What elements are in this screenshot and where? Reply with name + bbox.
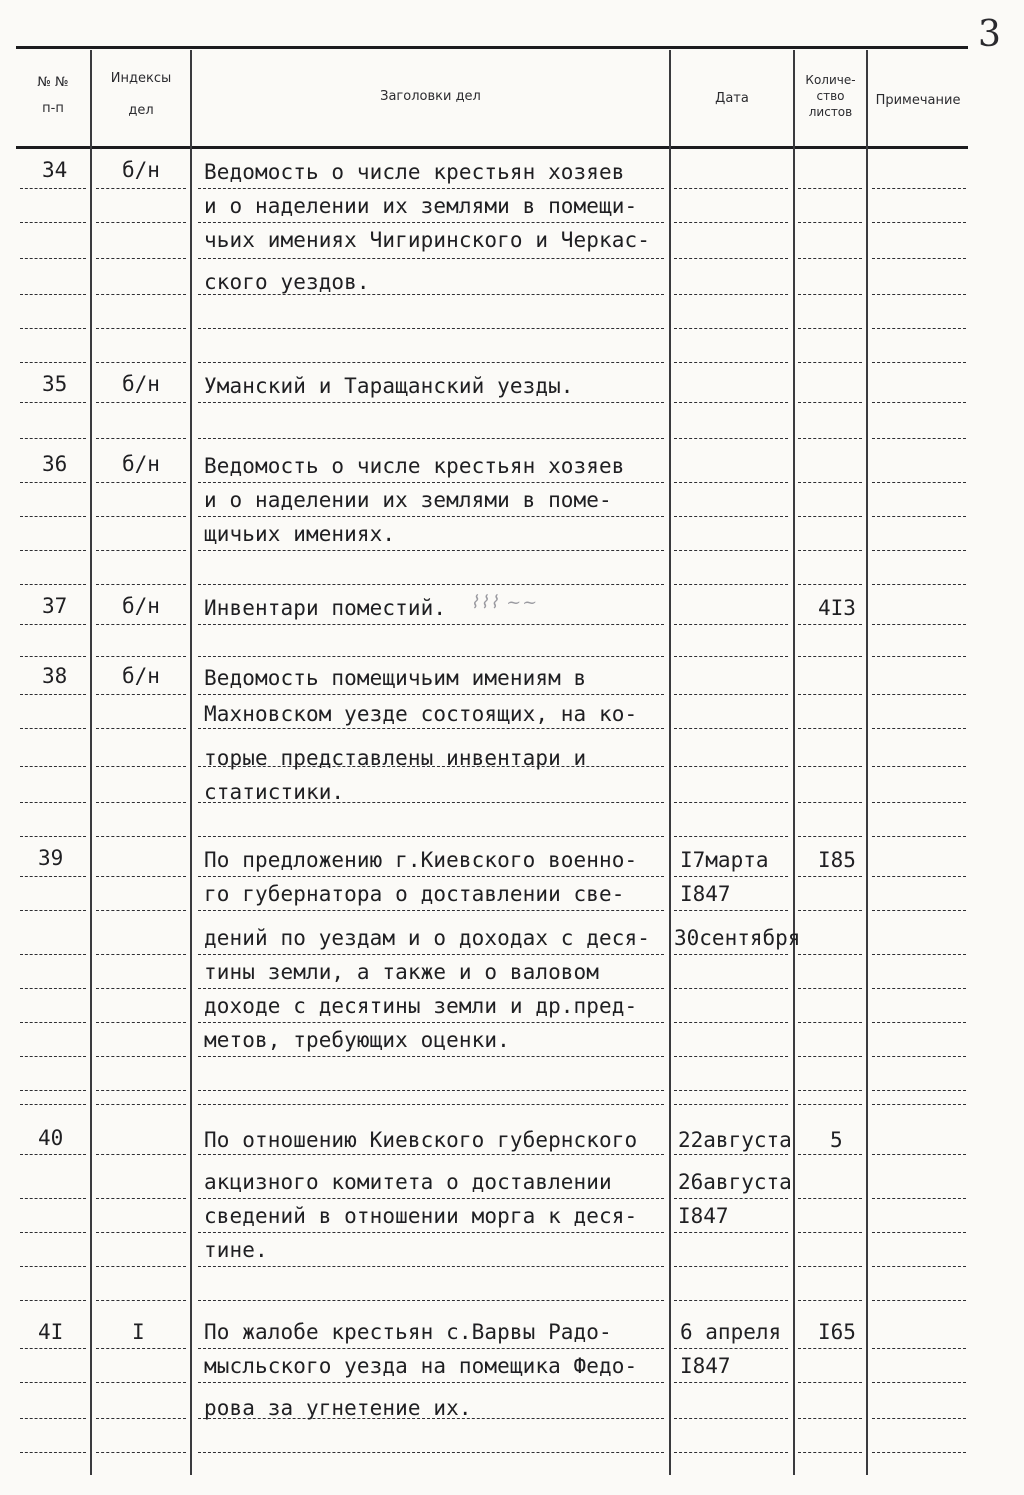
ruled-line — [798, 1104, 862, 1105]
row-title-line: Уманский и Таращанский уезды. — [204, 374, 574, 398]
ruled-line — [798, 728, 862, 729]
ruled-line — [20, 656, 86, 657]
ruled-line — [20, 584, 86, 585]
ruled-line — [872, 482, 966, 483]
ruled-line — [872, 550, 966, 551]
ruled-line — [798, 694, 862, 695]
ruled-line — [674, 624, 788, 625]
ruled-line — [96, 802, 186, 803]
ruled-line — [198, 1104, 664, 1105]
row-number: 35 — [42, 372, 68, 396]
ruled-line — [20, 516, 86, 517]
ruled-line — [20, 482, 86, 483]
ruled-line — [198, 836, 664, 837]
ruled-line — [872, 1104, 966, 1105]
ruled-line — [798, 294, 862, 295]
ruled-line — [20, 188, 86, 189]
ruled-line — [674, 1090, 788, 1091]
ruled-line — [20, 328, 86, 329]
row-title-line: щичьих имениях. — [204, 522, 396, 546]
ruled-line — [872, 1198, 966, 1199]
ruled-line — [798, 1022, 862, 1023]
ruled-line — [872, 294, 966, 295]
ruled-line — [96, 1154, 186, 1155]
ruled-line — [20, 766, 86, 767]
ruled-line — [872, 1452, 966, 1453]
ruled-line — [872, 954, 966, 955]
ruled-line — [872, 362, 966, 363]
table-header-border — [16, 146, 968, 149]
ruled-line — [872, 624, 966, 625]
header-date: Дата — [715, 91, 749, 106]
row-number: 40 — [38, 1126, 64, 1150]
row-title-line: Махновском уезде состоящих, на ко- — [204, 702, 638, 726]
ruled-line — [798, 328, 862, 329]
ruled-line — [198, 1300, 664, 1301]
ruled-line — [198, 362, 664, 363]
ruled-line — [20, 836, 86, 837]
ruled-line — [96, 656, 186, 657]
row-title-line: го губернатора о доставлении све- — [204, 882, 625, 906]
ruled-line — [872, 222, 966, 223]
ruled-line — [674, 516, 788, 517]
ruled-line — [872, 910, 966, 911]
ruled-line — [20, 728, 86, 729]
row-sheets: 4I3 — [818, 596, 856, 620]
ruled-line — [20, 258, 86, 259]
ruled-line — [20, 402, 86, 403]
ruled-line — [20, 1090, 86, 1091]
ruled-line — [674, 482, 788, 483]
ruled-line — [96, 402, 186, 403]
row-title-line: тины земли, а также и о валовом — [204, 960, 600, 984]
ruled-line — [674, 1418, 788, 1419]
ruled-line — [96, 910, 186, 911]
ruled-line — [872, 258, 966, 259]
pencil-mark: ⌇⌇⌇ ~~ — [470, 592, 539, 613]
ruled-line — [198, 258, 664, 259]
ruled-line — [872, 1154, 966, 1155]
ruled-line — [20, 1104, 86, 1105]
ruled-line — [872, 802, 966, 803]
ruled-line — [20, 1452, 86, 1453]
ruled-line — [674, 1104, 788, 1105]
ruled-line — [872, 188, 966, 189]
ruled-line — [198, 328, 664, 329]
ruled-line — [96, 550, 186, 551]
ruled-line — [674, 656, 788, 657]
column-divider — [866, 50, 868, 1475]
ruled-line — [96, 188, 186, 189]
ruled-line — [872, 728, 966, 729]
ruled-line — [20, 1022, 86, 1023]
ruled-line — [198, 1266, 664, 1267]
ruled-line — [872, 402, 966, 403]
ruled-line — [798, 222, 862, 223]
ruled-line — [872, 1418, 966, 1419]
ruled-line — [96, 954, 186, 955]
ruled-line — [798, 1056, 862, 1057]
ruled-line — [798, 1300, 862, 1301]
header-index: Индексы дел — [110, 71, 172, 118]
ruled-line — [96, 438, 186, 439]
ruled-line — [674, 328, 788, 329]
row-title-line: По отношению Киевского губернского — [204, 1128, 638, 1152]
ruled-line — [872, 1300, 966, 1301]
row-index: б/н — [122, 664, 160, 688]
ruled-line — [96, 482, 186, 483]
row-date: 26августа — [678, 1170, 792, 1194]
ruled-line — [96, 836, 186, 837]
ruled-line — [20, 910, 86, 911]
ruled-line — [872, 766, 966, 767]
row-title-line: и о наделении их землями в помещи- — [204, 194, 638, 218]
ruled-line — [96, 1452, 186, 1453]
column-divider — [190, 50, 192, 1475]
ruled-line — [198, 584, 664, 585]
row-title-line: Ведомость помещичьим имениям в — [204, 666, 587, 690]
ruled-line — [798, 1452, 862, 1453]
ruled-line — [96, 1056, 186, 1057]
row-title-line: рова за угнетение их. — [204, 1396, 472, 1420]
ruled-line — [798, 482, 862, 483]
ruled-line — [96, 1232, 186, 1233]
row-title-line: По жалобе крестьян с.Варвы Радо- — [204, 1320, 612, 1344]
ruled-line — [96, 1300, 186, 1301]
ruled-line — [674, 362, 788, 363]
ruled-line — [872, 836, 966, 837]
ruled-line — [96, 516, 186, 517]
ruled-line — [198, 1090, 664, 1091]
row-title-line: метов, требующих оценки. — [204, 1028, 510, 1052]
ruled-line — [674, 402, 788, 403]
row-title-line: дений по уездам и о доходах с деся- — [204, 926, 651, 950]
ruled-line — [872, 1056, 966, 1057]
header-number: № № п-п — [37, 75, 69, 116]
ruled-line — [798, 1382, 862, 1383]
row-date: I7марта — [680, 848, 769, 872]
row-date: I847 — [680, 1354, 731, 1378]
ruled-line — [96, 694, 186, 695]
row-title-line: сведений в отношении морга к деся- — [204, 1204, 638, 1228]
ruled-line — [872, 988, 966, 989]
ruled-line — [674, 1300, 788, 1301]
ruled-line — [674, 728, 788, 729]
ruled-line — [798, 836, 862, 837]
ruled-line — [872, 438, 966, 439]
ruled-line — [96, 988, 186, 989]
ruled-line — [20, 694, 86, 695]
row-number: 38 — [42, 664, 68, 688]
ruled-line — [674, 438, 788, 439]
ruled-line — [20, 624, 86, 625]
header-titles: Заголовки дел — [380, 89, 481, 104]
ruled-line — [798, 656, 862, 657]
ruled-line — [96, 328, 186, 329]
ruled-line — [20, 362, 86, 363]
ruled-line — [674, 766, 788, 767]
ruled-line — [872, 694, 966, 695]
ruled-line — [872, 328, 966, 329]
ruled-line — [798, 766, 862, 767]
row-index: б/н — [122, 372, 160, 396]
ruled-line — [96, 728, 186, 729]
ruled-line — [20, 1198, 86, 1199]
ruled-line — [872, 1348, 966, 1349]
ruled-line — [20, 550, 86, 551]
row-title-line: Ведомость о числе крестьян хозяев — [204, 454, 625, 478]
ruled-line — [674, 802, 788, 803]
ruled-line — [798, 362, 862, 363]
ruled-line — [798, 1418, 862, 1419]
row-number: 4I — [38, 1320, 64, 1344]
ruled-line — [872, 1022, 966, 1023]
ruled-line — [674, 988, 788, 989]
ruled-line — [20, 1418, 86, 1419]
ruled-line — [96, 294, 186, 295]
ruled-line — [674, 188, 788, 189]
row-title-line: акцизного комитета о доставлении — [204, 1170, 612, 1194]
ruled-line — [798, 954, 862, 955]
ruled-line — [798, 188, 862, 189]
ruled-line — [96, 766, 186, 767]
ruled-line — [872, 1090, 966, 1091]
row-title-line: торые представлены инвентари и — [204, 746, 587, 770]
ruled-line — [872, 516, 966, 517]
row-title-line: тине. — [204, 1238, 268, 1262]
ruled-line — [798, 1232, 862, 1233]
ruled-line — [20, 1232, 86, 1233]
ruled-line — [798, 258, 862, 259]
ruled-line — [20, 438, 86, 439]
ruled-line — [872, 656, 966, 657]
ruled-line — [798, 802, 862, 803]
ruled-line — [96, 1266, 186, 1267]
row-title-line: По предложению г.Киевского военно- — [204, 848, 638, 872]
header-notes: Примечание — [875, 93, 961, 108]
ruled-line — [674, 550, 788, 551]
row-index: б/н — [122, 158, 160, 182]
ruled-line — [198, 1452, 664, 1453]
row-date: 30сентября — [674, 926, 801, 950]
ruled-line — [96, 1022, 186, 1023]
ruled-line — [798, 1198, 862, 1199]
ruled-line — [872, 876, 966, 877]
row-index: I — [132, 1320, 145, 1344]
ruled-line — [798, 584, 862, 585]
ruled-line — [96, 1090, 186, 1091]
ruled-line — [20, 1266, 86, 1267]
row-date: I847 — [680, 882, 731, 906]
row-index: б/н — [122, 594, 160, 618]
ruled-line — [198, 656, 664, 657]
column-divider — [669, 50, 671, 1475]
ruled-line — [96, 222, 186, 223]
row-title-line: доходе с десятины земли и др.пред- — [204, 994, 638, 1018]
ruled-line — [674, 694, 788, 695]
ruled-line — [798, 402, 862, 403]
ruled-line — [20, 1056, 86, 1057]
row-title-line: Ведомость о числе крестьян хозяев — [204, 160, 625, 184]
row-title-line: и о наделении их землями в поме- — [204, 488, 612, 512]
ruled-line — [674, 1266, 788, 1267]
row-date: I847 — [678, 1204, 729, 1228]
ruled-line — [674, 584, 788, 585]
row-sheets: 5 — [830, 1128, 843, 1152]
row-title-line: мысльского уезда на помещика Федо- — [204, 1354, 638, 1378]
row-number: 34 — [42, 158, 68, 182]
header-sheets: Количе- ство листов — [805, 73, 856, 119]
ruled-line — [96, 1382, 186, 1383]
ruled-line — [96, 362, 186, 363]
ruled-line — [872, 1266, 966, 1267]
row-title-line: чьих имениях Чигиринского и Черкас- — [204, 228, 651, 252]
ruled-line — [20, 954, 86, 955]
ruled-line — [798, 910, 862, 911]
row-date: 6 апреля — [680, 1320, 782, 1344]
ruled-line — [798, 550, 862, 551]
ruled-line — [96, 584, 186, 585]
ruled-line — [674, 294, 788, 295]
row-sheets: I85 — [818, 848, 856, 872]
ruled-line — [798, 1090, 862, 1091]
ruled-line — [96, 1198, 186, 1199]
table-top-border — [16, 46, 968, 49]
row-title-line: ского уездов. — [204, 270, 370, 294]
ruled-line — [674, 222, 788, 223]
ruled-line — [674, 258, 788, 259]
ruled-line — [674, 1452, 788, 1453]
ruled-line — [96, 1418, 186, 1419]
ruled-line — [798, 988, 862, 989]
row-sheets: I65 — [818, 1320, 856, 1344]
row-index: б/н — [122, 452, 160, 476]
row-number: 39 — [38, 846, 64, 870]
ruled-line — [872, 1232, 966, 1233]
ruled-line — [872, 1382, 966, 1383]
ruled-line — [674, 836, 788, 837]
ruled-line — [20, 1382, 86, 1383]
ruled-line — [20, 294, 86, 295]
ruled-line — [674, 1022, 788, 1023]
ruled-line — [20, 222, 86, 223]
ruled-line — [96, 1104, 186, 1105]
ruled-line — [198, 438, 664, 439]
ruled-line — [798, 516, 862, 517]
row-title-line: Инвентари поместий. — [204, 596, 447, 620]
ruled-line — [96, 258, 186, 259]
ruled-line — [674, 1056, 788, 1057]
ruled-line — [96, 624, 186, 625]
row-date: 22августа — [678, 1128, 792, 1152]
ruled-line — [20, 1300, 86, 1301]
ruled-line — [20, 876, 86, 877]
row-number: 37 — [42, 594, 68, 618]
row-number: 36 — [42, 452, 68, 476]
row-title-line: статистики. — [204, 780, 345, 804]
ruled-line — [96, 876, 186, 877]
ruled-line — [798, 1266, 862, 1267]
column-divider — [90, 50, 92, 1475]
ruled-line — [798, 438, 862, 439]
page-number: 3 — [978, 14, 1001, 55]
ruled-line — [872, 584, 966, 585]
ruled-line — [20, 802, 86, 803]
ruled-line — [20, 988, 86, 989]
column-divider — [793, 50, 795, 1475]
